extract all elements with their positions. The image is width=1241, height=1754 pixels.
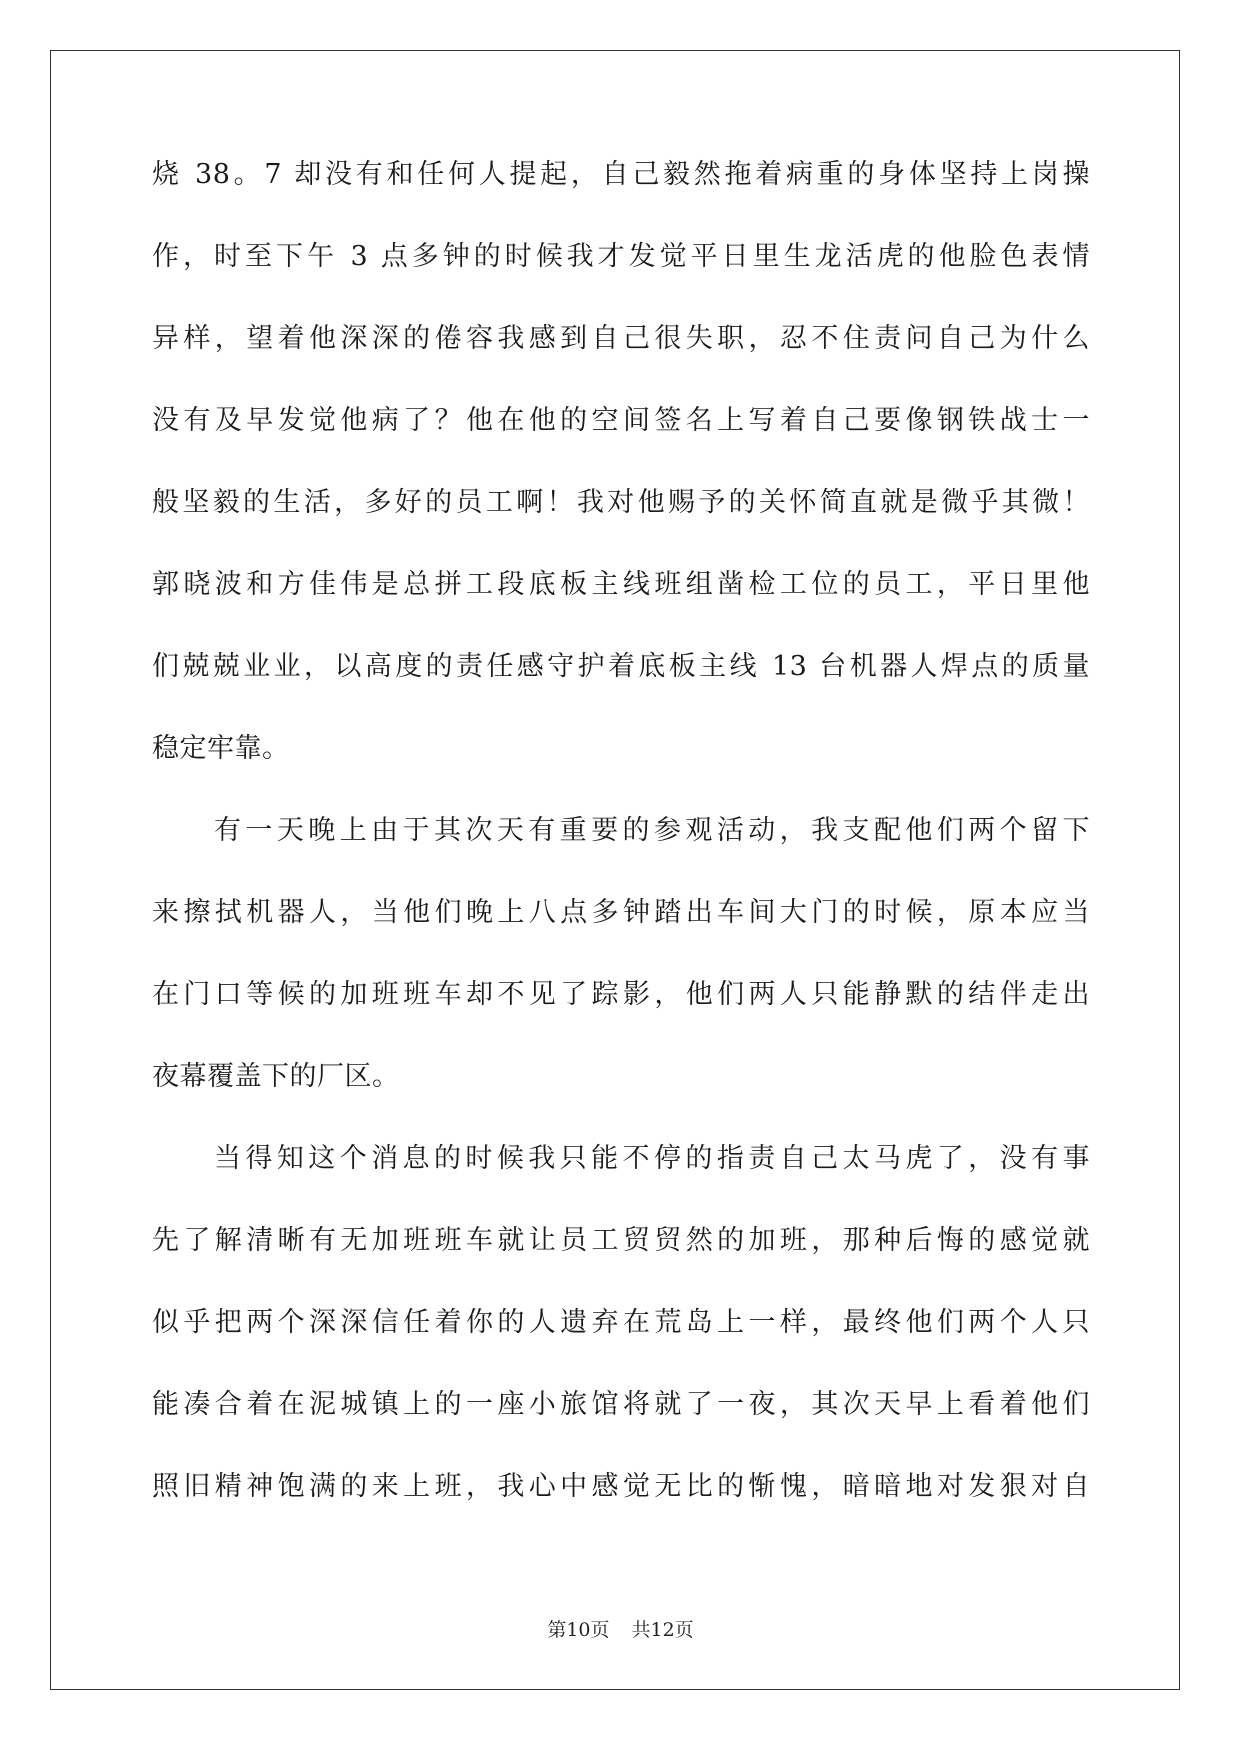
text-line: 照旧精神饱满的来上班，我心中感觉无比的惭愧，暗暗地对发狠对自 bbox=[152, 1471, 1090, 1502]
document-body bbox=[152, 160, 1090, 1554]
text-line: 夜幕覆盖下的厂区。 bbox=[152, 1061, 400, 1092]
text-line: 般坚毅的生活，多好的员工啊！我对他赐予的关怀简直就是微乎其微！ bbox=[152, 487, 1090, 518]
text-line: 在门口等候的加班班车却不见了踪影，他们两人只能静默的结伴走出 bbox=[152, 979, 1090, 1010]
text-line: 有一天晚上由于其次天有重要的参观活动，我支配他们两个留下 bbox=[214, 815, 1090, 846]
page-footer bbox=[0, 1615, 1241, 1642]
text-line: 没有及早发觉他病了？他在他的空间签名上写着自己要像钢铁战士一 bbox=[152, 405, 1090, 436]
text-line: 当得知这个消息的时候我只能不停的指责自己太马虎了，没有事 bbox=[214, 1143, 1090, 1174]
page-total: 共12页 bbox=[631, 1619, 694, 1641]
text-line: 能凑合着在泥城镇上的一座小旅馆将就了一夜，其次天早上看着他们 bbox=[152, 1389, 1090, 1420]
text-line: 先了解清晰有无加班班车就让员工贸贸然的加班，那种后悔的感觉就 bbox=[152, 1225, 1090, 1256]
text-line: 作，时至下午 3 点多钟的时候我才发觉平日里生龙活虎的他脸色表情 bbox=[152, 241, 1090, 272]
page-number: 第10页 bbox=[547, 1619, 610, 1641]
text-line: 来擦拭机器人，当他们晚上八点多钟踏出车间大门的时候，原本应当 bbox=[152, 897, 1090, 928]
text-line: 们兢兢业业，以高度的责任感守护着底板主线 13 台机器人焊点的质量 bbox=[152, 651, 1090, 682]
text-line: 烧 38。7 却没有和任何人提起，自己毅然拖着病重的身体坚持上岗操 bbox=[152, 159, 1090, 190]
text-line: 似乎把两个深深信任着你的人遗弃在荒岛上一样，最终他们两个人只 bbox=[152, 1307, 1090, 1338]
text-line: 郭晓波和方佳伟是总拼工段底板主线班组凿检工位的员工，平日里他 bbox=[152, 569, 1090, 600]
text-line: 稳定牢靠。 bbox=[152, 733, 290, 764]
text-line: 异样，望着他深深的倦容我感到自己很失职，忍不住责问自己为什么 bbox=[152, 323, 1090, 354]
